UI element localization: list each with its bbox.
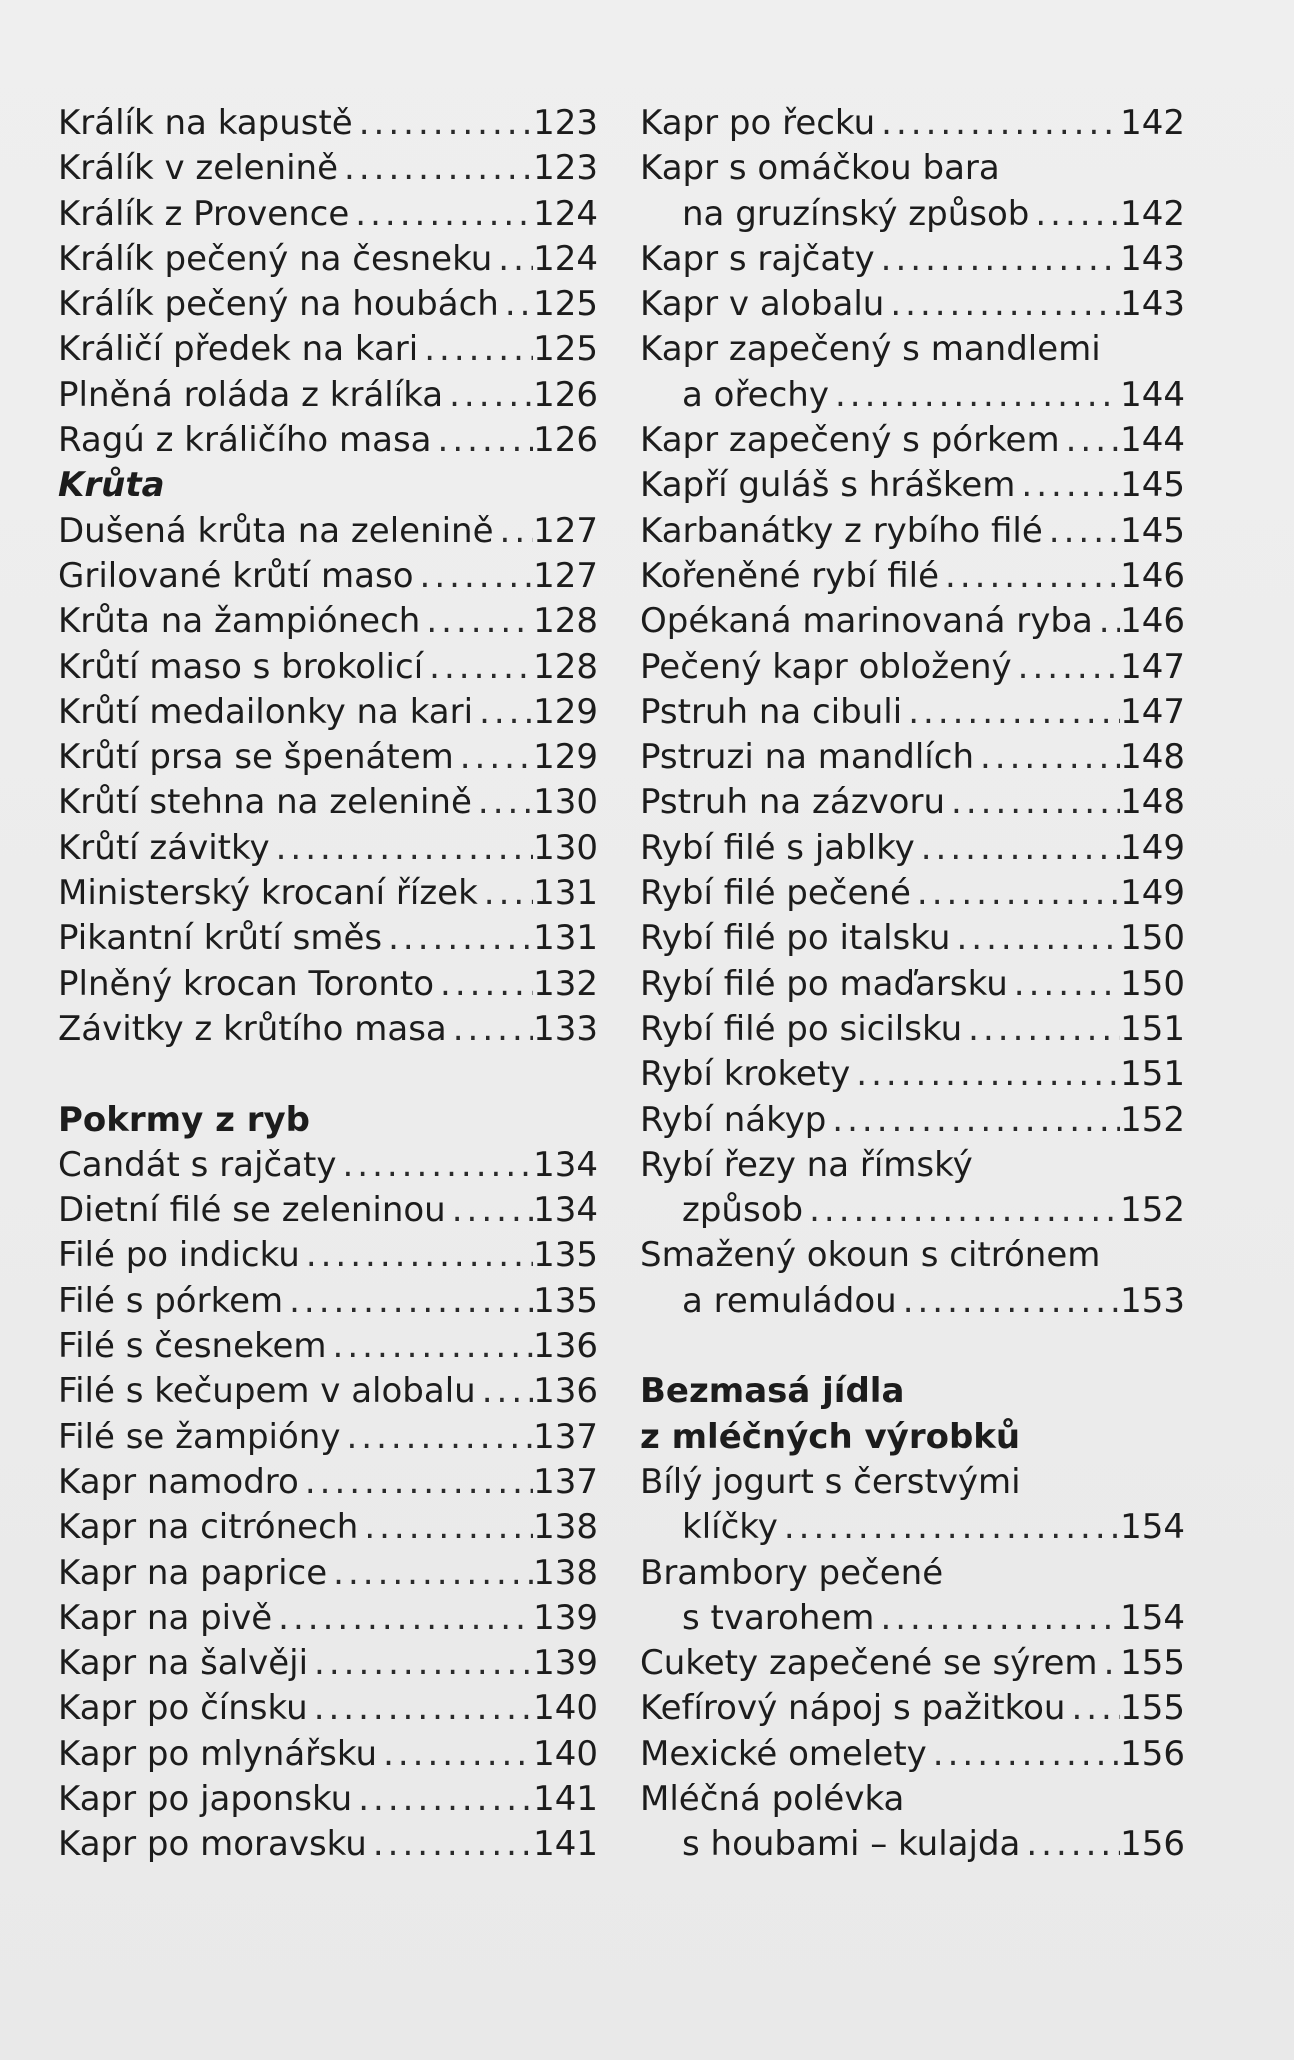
entry-page-number: 128 bbox=[533, 646, 598, 687]
entry-title: Bílý jogurt s čerstvými bbox=[640, 1461, 1021, 1502]
dot-leader bbox=[1098, 1641, 1121, 1686]
index-entry bbox=[640, 1279, 1185, 1324]
dot-leader bbox=[299, 1460, 533, 1505]
index-entry bbox=[640, 101, 1185, 146]
dot-leader bbox=[950, 916, 1120, 961]
dot-leader bbox=[352, 1777, 533, 1822]
entry-title: Králík v zelenině bbox=[58, 148, 339, 189]
entry-title: Pečený kapr obložený bbox=[640, 646, 1012, 687]
entry-page-number: 127 bbox=[533, 555, 598, 596]
entry-title: Rybí filé po maďarsku bbox=[640, 963, 1008, 1004]
entry-page-number: 136 bbox=[533, 1371, 598, 1412]
index-entry bbox=[58, 146, 598, 191]
entry-title: Kapr s omáčkou bara bbox=[640, 148, 1000, 189]
entry-page-number: 152 bbox=[1120, 1190, 1185, 1231]
entry-page-number: 148 bbox=[1120, 782, 1185, 823]
index-entry bbox=[58, 1188, 598, 1233]
dot-leader bbox=[434, 962, 533, 1007]
index-entry bbox=[640, 735, 1185, 780]
entry-title: Králičí předek na kari bbox=[58, 329, 419, 370]
index-entry bbox=[58, 1505, 598, 1550]
dot-leader bbox=[829, 373, 1120, 418]
entry-title: Králík pečený na česneku bbox=[58, 238, 493, 279]
dot-leader bbox=[382, 916, 533, 961]
entry-page-number: 141 bbox=[533, 1778, 598, 1819]
entry-title: Krůtí závitky bbox=[58, 827, 270, 868]
index-entry bbox=[58, 690, 598, 735]
index-entry bbox=[58, 101, 598, 146]
entry-page-number: 132 bbox=[533, 963, 598, 1004]
entry-page-number: 139 bbox=[533, 1597, 598, 1638]
entry-title: Pikantní krůtí směs bbox=[58, 918, 383, 959]
index-entry bbox=[58, 826, 598, 871]
dot-leader bbox=[447, 1007, 533, 1052]
entry-page-number: 130 bbox=[533, 782, 598, 823]
entry-title: Mexické omelety bbox=[640, 1733, 927, 1774]
section-heading: z mléčných výrobků bbox=[640, 1416, 1021, 1457]
entry-page-number: 141 bbox=[533, 1824, 598, 1865]
index-entry bbox=[640, 237, 1185, 282]
entry-title: Kefírový nápoj s pažitkou bbox=[640, 1688, 1066, 1729]
entry-page-number: 134 bbox=[533, 1144, 598, 1185]
index-entry bbox=[640, 780, 1185, 825]
entry-title: Brambory pečené bbox=[640, 1552, 944, 1593]
index-entry bbox=[58, 1641, 598, 1686]
index-entry bbox=[58, 1732, 598, 1777]
entry-page-number: 150 bbox=[1120, 918, 1185, 959]
entry-page-number: 156 bbox=[1120, 1733, 1185, 1774]
dot-leader bbox=[945, 780, 1120, 825]
dot-leader bbox=[476, 1369, 533, 1414]
index-entry bbox=[640, 645, 1185, 690]
entry-title: Kapr namodro bbox=[58, 1461, 299, 1502]
entry-page-number: 146 bbox=[1120, 555, 1185, 596]
entry-title: Rybí filé po sicilsku bbox=[640, 1008, 963, 1049]
dot-leader bbox=[272, 1596, 533, 1641]
index-entry bbox=[640, 463, 1185, 508]
entry-title: Kapří guláš s hráškem bbox=[640, 465, 1016, 506]
entry-page-number: 131 bbox=[533, 918, 598, 959]
dot-leader bbox=[336, 1143, 533, 1188]
index-entry bbox=[58, 962, 598, 1007]
entry-page-number: 147 bbox=[1120, 691, 1185, 732]
dot-leader bbox=[939, 554, 1120, 599]
entry-page-number: 129 bbox=[533, 737, 598, 778]
index-entry bbox=[58, 645, 598, 690]
entry-page-number: 123 bbox=[533, 148, 598, 189]
dot-leader bbox=[443, 373, 533, 418]
entry-page-number: 150 bbox=[1120, 963, 1185, 1004]
dot-leader bbox=[367, 1822, 533, 1867]
entry-title: Králík na kapustě bbox=[58, 103, 353, 143]
entry-title: Rybí nákyp bbox=[640, 1099, 827, 1140]
index-entry bbox=[640, 690, 1185, 735]
dot-leader bbox=[1093, 599, 1120, 644]
entry-page-number: 156 bbox=[1120, 1824, 1185, 1865]
dot-leader bbox=[472, 780, 533, 825]
section-gap bbox=[58, 1052, 598, 1097]
entry-title: Cukety zapečené se sýrem bbox=[640, 1643, 1098, 1684]
entry-page-number: 124 bbox=[533, 193, 598, 234]
entry-page-number: 140 bbox=[533, 1733, 598, 1774]
entry-page-number: 152 bbox=[1120, 1099, 1185, 1140]
entry-title-continued: způsob bbox=[682, 1190, 804, 1231]
entry-title: Kapr na citrónech bbox=[58, 1507, 359, 1548]
index-entry bbox=[58, 1007, 598, 1052]
index-column-right bbox=[640, 101, 1185, 1868]
dot-leader bbox=[432, 418, 534, 463]
index-entry bbox=[58, 554, 598, 599]
index-entry bbox=[640, 826, 1185, 871]
index-entry-line1 bbox=[640, 1233, 1185, 1278]
dot-leader bbox=[283, 1279, 533, 1324]
entry-title: Kapr s rajčaty bbox=[640, 238, 875, 279]
entry-title: Krůtí stehna na zelenině bbox=[58, 782, 472, 823]
entry-page-number: 133 bbox=[533, 1008, 598, 1049]
dot-leader bbox=[1008, 962, 1120, 1007]
index-entry bbox=[58, 282, 598, 327]
index-entry bbox=[58, 599, 598, 644]
dot-leader bbox=[358, 1505, 533, 1550]
entry-title: Kapr po japonsku bbox=[58, 1778, 353, 1819]
entry-title: Rybí filé pečené bbox=[640, 873, 911, 914]
section-heading: Krůta bbox=[58, 465, 165, 506]
dot-leader bbox=[300, 1233, 533, 1278]
entry-page-number: 151 bbox=[1120, 1054, 1185, 1095]
entry-title: Ragú z králičího masa bbox=[58, 420, 432, 461]
entry-title: Karbanátky z rybího filé bbox=[640, 510, 1043, 551]
index-entry bbox=[640, 192, 1185, 237]
dot-leader bbox=[308, 1641, 533, 1686]
section-gap bbox=[640, 1324, 1185, 1369]
entry-title: Kapr po řecku bbox=[640, 103, 876, 143]
index-entry bbox=[58, 1415, 598, 1460]
entry-page-number: 135 bbox=[533, 1280, 598, 1321]
entry-page-number: 154 bbox=[1120, 1597, 1185, 1638]
entry-page-number: 142 bbox=[1120, 193, 1185, 234]
entry-page-number: 130 bbox=[533, 827, 598, 868]
index-entry-line1 bbox=[640, 1551, 1185, 1596]
entry-page-number: 139 bbox=[533, 1643, 598, 1684]
index-entry bbox=[58, 1143, 598, 1188]
dot-leader bbox=[377, 1732, 533, 1777]
index-column-left bbox=[58, 101, 598, 1868]
entry-page-number: 134 bbox=[533, 1190, 598, 1231]
dot-leader bbox=[875, 101, 1120, 146]
index-entry bbox=[640, 1007, 1185, 1052]
index-entry bbox=[640, 1098, 1185, 1143]
index-entry bbox=[58, 373, 598, 418]
dot-leader bbox=[418, 327, 533, 372]
entry-page-number: 127 bbox=[533, 510, 598, 551]
dot-leader bbox=[478, 871, 533, 916]
entry-title: Rybí filé s jablky bbox=[640, 827, 915, 868]
entry-page-number: 148 bbox=[1120, 737, 1185, 778]
entry-page-number: 153 bbox=[1120, 1280, 1185, 1321]
index-entry bbox=[640, 418, 1185, 463]
entry-page-number: 126 bbox=[533, 374, 598, 415]
index-entry bbox=[58, 327, 598, 372]
index-entry-line1 bbox=[640, 1143, 1185, 1188]
entry-page-number: 145 bbox=[1120, 510, 1185, 551]
entry-title: Krůtí maso s brokolicí bbox=[58, 646, 424, 687]
entry-title: Krůta na žampiónech bbox=[58, 601, 421, 642]
index-entry bbox=[640, 1052, 1185, 1097]
entry-title: Pstruh na zázvoru bbox=[640, 782, 946, 823]
dot-leader bbox=[499, 282, 533, 327]
entry-page-number: 144 bbox=[1120, 374, 1185, 415]
entry-title: Krůtí prsa se špenátem bbox=[58, 737, 454, 778]
entry-page-number: 143 bbox=[1120, 238, 1185, 279]
dot-leader bbox=[1020, 1822, 1120, 1867]
entry-title: Mléčná polévka bbox=[640, 1778, 905, 1819]
index-entry bbox=[58, 735, 598, 780]
entry-page-number: 149 bbox=[1120, 827, 1185, 868]
entry-page-number: 155 bbox=[1120, 1688, 1185, 1729]
entry-page-number: 143 bbox=[1120, 284, 1185, 325]
entry-title-continued: klíčky bbox=[682, 1507, 778, 1548]
dot-leader bbox=[327, 1324, 534, 1369]
index-entry bbox=[640, 1505, 1185, 1550]
dot-leader bbox=[1065, 1686, 1120, 1731]
entry-page-number: 137 bbox=[533, 1461, 598, 1502]
entry-page-number: 151 bbox=[1120, 1008, 1185, 1049]
index-entry bbox=[58, 1460, 598, 1505]
dot-leader bbox=[915, 826, 1120, 871]
dot-leader bbox=[778, 1505, 1120, 1550]
index-entry bbox=[640, 962, 1185, 1007]
index-entry bbox=[640, 373, 1185, 418]
index-entry bbox=[58, 1369, 598, 1414]
index-entry bbox=[640, 554, 1185, 599]
index-entry-line1 bbox=[640, 146, 1185, 191]
dot-leader bbox=[974, 735, 1120, 780]
index-entry bbox=[58, 1822, 598, 1867]
index-entry bbox=[640, 1641, 1185, 1686]
entry-page-number: 142 bbox=[1120, 103, 1185, 143]
entry-title: Opékaná marinovaná ryba bbox=[640, 601, 1093, 642]
index-entry bbox=[640, 916, 1185, 961]
entry-title: Filé s pórkem bbox=[58, 1280, 284, 1321]
dot-leader bbox=[414, 554, 534, 599]
entry-title: Plněný krocan Toronto bbox=[58, 963, 435, 1004]
entry-title: Krůtí medailonky na kari bbox=[58, 691, 474, 732]
entry-title: Kapr na šalvěji bbox=[58, 1643, 309, 1684]
entry-title: Kapr po moravsku bbox=[58, 1824, 367, 1865]
dot-leader bbox=[353, 101, 533, 146]
index-entry bbox=[58, 237, 598, 282]
entry-title: Ministerský krocaní řízek bbox=[58, 873, 478, 914]
dot-leader bbox=[1029, 192, 1120, 237]
entry-title: Candát s rajčaty bbox=[58, 1144, 337, 1185]
index-entry-line1 bbox=[640, 1460, 1185, 1505]
dot-leader bbox=[927, 1732, 1120, 1777]
index-entry bbox=[58, 1279, 598, 1324]
entry-title: Rybí řezy na římský bbox=[640, 1144, 973, 1185]
entry-title-continued: s tvarohem bbox=[682, 1597, 875, 1638]
entry-title: Kapr po čínsku bbox=[58, 1688, 308, 1729]
entry-page-number: 128 bbox=[533, 601, 598, 642]
entry-page-number: 144 bbox=[1120, 420, 1185, 461]
entry-page-number: 154 bbox=[1120, 1507, 1185, 1548]
entry-title: Filé s kečupem v alobalu bbox=[58, 1371, 476, 1412]
dot-leader bbox=[454, 735, 533, 780]
entry-title: Smažený okoun s citrónem bbox=[640, 1235, 1101, 1276]
index-entry bbox=[640, 1686, 1185, 1731]
index-entry bbox=[640, 282, 1185, 327]
entry-title: Filé se žampióny bbox=[58, 1416, 341, 1457]
entry-title: Kapr zapečený s pórkem bbox=[640, 420, 1060, 461]
entry-page-number: 126 bbox=[533, 420, 598, 461]
entry-page-number: 131 bbox=[533, 873, 598, 914]
index-entry bbox=[58, 1551, 598, 1596]
index-entry bbox=[640, 1822, 1185, 1867]
index-entry bbox=[58, 1777, 598, 1822]
entry-title: Závitky z krůtího masa bbox=[58, 1008, 447, 1049]
entry-page-number: 155 bbox=[1120, 1643, 1185, 1684]
entry-title: Kapr zapečený s mandlemi bbox=[640, 329, 1101, 370]
index-entry bbox=[58, 418, 598, 463]
entry-page-number: 138 bbox=[533, 1552, 598, 1593]
section-heading: Pokrmy z ryb bbox=[58, 1099, 310, 1140]
dot-leader bbox=[902, 690, 1120, 735]
entry-title-continued: a remuládou bbox=[682, 1280, 897, 1321]
entry-page-number: 124 bbox=[533, 238, 598, 279]
dot-leader bbox=[1015, 463, 1120, 508]
entry-title: Králík z Provence bbox=[58, 193, 350, 234]
index-entry bbox=[640, 509, 1185, 554]
dot-leader bbox=[962, 1007, 1120, 1052]
entry-page-number: 145 bbox=[1120, 465, 1185, 506]
entry-title: Kapr na pivě bbox=[58, 1597, 273, 1638]
dot-leader bbox=[338, 146, 533, 191]
section-heading: Bezmasá jídla bbox=[640, 1371, 905, 1412]
index-entry bbox=[58, 192, 598, 237]
entry-title: Pstruzi na mandlích bbox=[640, 737, 974, 778]
dot-leader bbox=[1043, 509, 1120, 554]
dot-leader bbox=[897, 1279, 1120, 1324]
entry-title: Dietní filé se zeleninou bbox=[58, 1190, 446, 1231]
entry-title-continued: na gruzínský způsob bbox=[682, 193, 1030, 234]
dot-leader bbox=[327, 1551, 533, 1596]
dot-leader bbox=[308, 1686, 533, 1731]
entry-page-number: 125 bbox=[533, 329, 598, 370]
entry-page-number: 136 bbox=[533, 1326, 598, 1367]
dot-leader bbox=[270, 826, 534, 871]
dot-leader bbox=[803, 1188, 1120, 1233]
index-entry bbox=[640, 1596, 1185, 1641]
index-entry bbox=[58, 1324, 598, 1369]
dot-leader bbox=[446, 1188, 533, 1233]
dot-leader bbox=[494, 509, 534, 554]
entry-title: Kořeněné rybí filé bbox=[640, 555, 940, 596]
entry-title: Kapr po mlynářsku bbox=[58, 1733, 378, 1774]
entry-title: Plněná roláda z králíka bbox=[58, 374, 444, 415]
index-entry bbox=[58, 1233, 598, 1278]
entry-title: Kapr na paprice bbox=[58, 1552, 328, 1593]
index-entry bbox=[640, 1188, 1185, 1233]
entry-page-number: 140 bbox=[533, 1688, 598, 1729]
dot-leader bbox=[492, 237, 533, 282]
dot-leader bbox=[1012, 645, 1120, 690]
index-entry-line1 bbox=[640, 327, 1185, 372]
index-entry bbox=[58, 780, 598, 825]
entry-title: Pstruh na cibuli bbox=[640, 691, 903, 732]
entry-page-number: 137 bbox=[533, 1416, 598, 1457]
dot-leader bbox=[423, 645, 533, 690]
entry-page-number: 129 bbox=[533, 691, 598, 732]
entry-title: Rybí krokety bbox=[640, 1054, 851, 1095]
entry-page-number: 147 bbox=[1120, 646, 1185, 687]
entry-title: Dušená krůta na zelenině bbox=[58, 510, 494, 551]
entry-page-number: 146 bbox=[1120, 601, 1185, 642]
entry-title: Kapr v alobalu bbox=[640, 284, 885, 325]
index-entry bbox=[640, 871, 1185, 916]
dot-leader bbox=[826, 1098, 1120, 1143]
dot-leader bbox=[420, 599, 533, 644]
entry-title-continued: s houbami – kulajda bbox=[682, 1824, 1021, 1865]
index-entry bbox=[58, 509, 598, 554]
index-entry bbox=[58, 1596, 598, 1641]
dot-leader bbox=[473, 690, 533, 735]
entry-title: Filé po indicku bbox=[58, 1235, 300, 1276]
index-entry bbox=[58, 1686, 598, 1731]
dot-leader bbox=[911, 871, 1120, 916]
entry-title: Králík pečený na houbách bbox=[58, 284, 499, 325]
index-entry bbox=[640, 1732, 1185, 1777]
index-entry bbox=[58, 916, 598, 961]
entry-title: Rybí filé po italsku bbox=[640, 918, 951, 959]
dot-leader bbox=[874, 1596, 1120, 1641]
index-entry bbox=[58, 871, 598, 916]
dot-leader bbox=[850, 1052, 1120, 1097]
entry-page-number: 135 bbox=[533, 1235, 598, 1276]
dot-leader bbox=[875, 237, 1120, 282]
entry-page-number: 138 bbox=[533, 1507, 598, 1548]
dot-leader bbox=[884, 282, 1120, 327]
index-entry-line1 bbox=[640, 1777, 1185, 1822]
dot-leader bbox=[349, 192, 533, 237]
entry-page-number: 125 bbox=[533, 284, 598, 325]
index-entry bbox=[640, 599, 1185, 644]
entry-page-number: 149 bbox=[1120, 873, 1185, 914]
entry-title: Filé s česnekem bbox=[58, 1326, 327, 1367]
entry-title-continued: a ořechy bbox=[682, 374, 829, 415]
dot-leader bbox=[1060, 418, 1121, 463]
entry-page-number: 123 bbox=[533, 103, 598, 143]
dot-leader bbox=[340, 1415, 533, 1460]
entry-title: Grilované krůtí maso bbox=[58, 555, 414, 596]
